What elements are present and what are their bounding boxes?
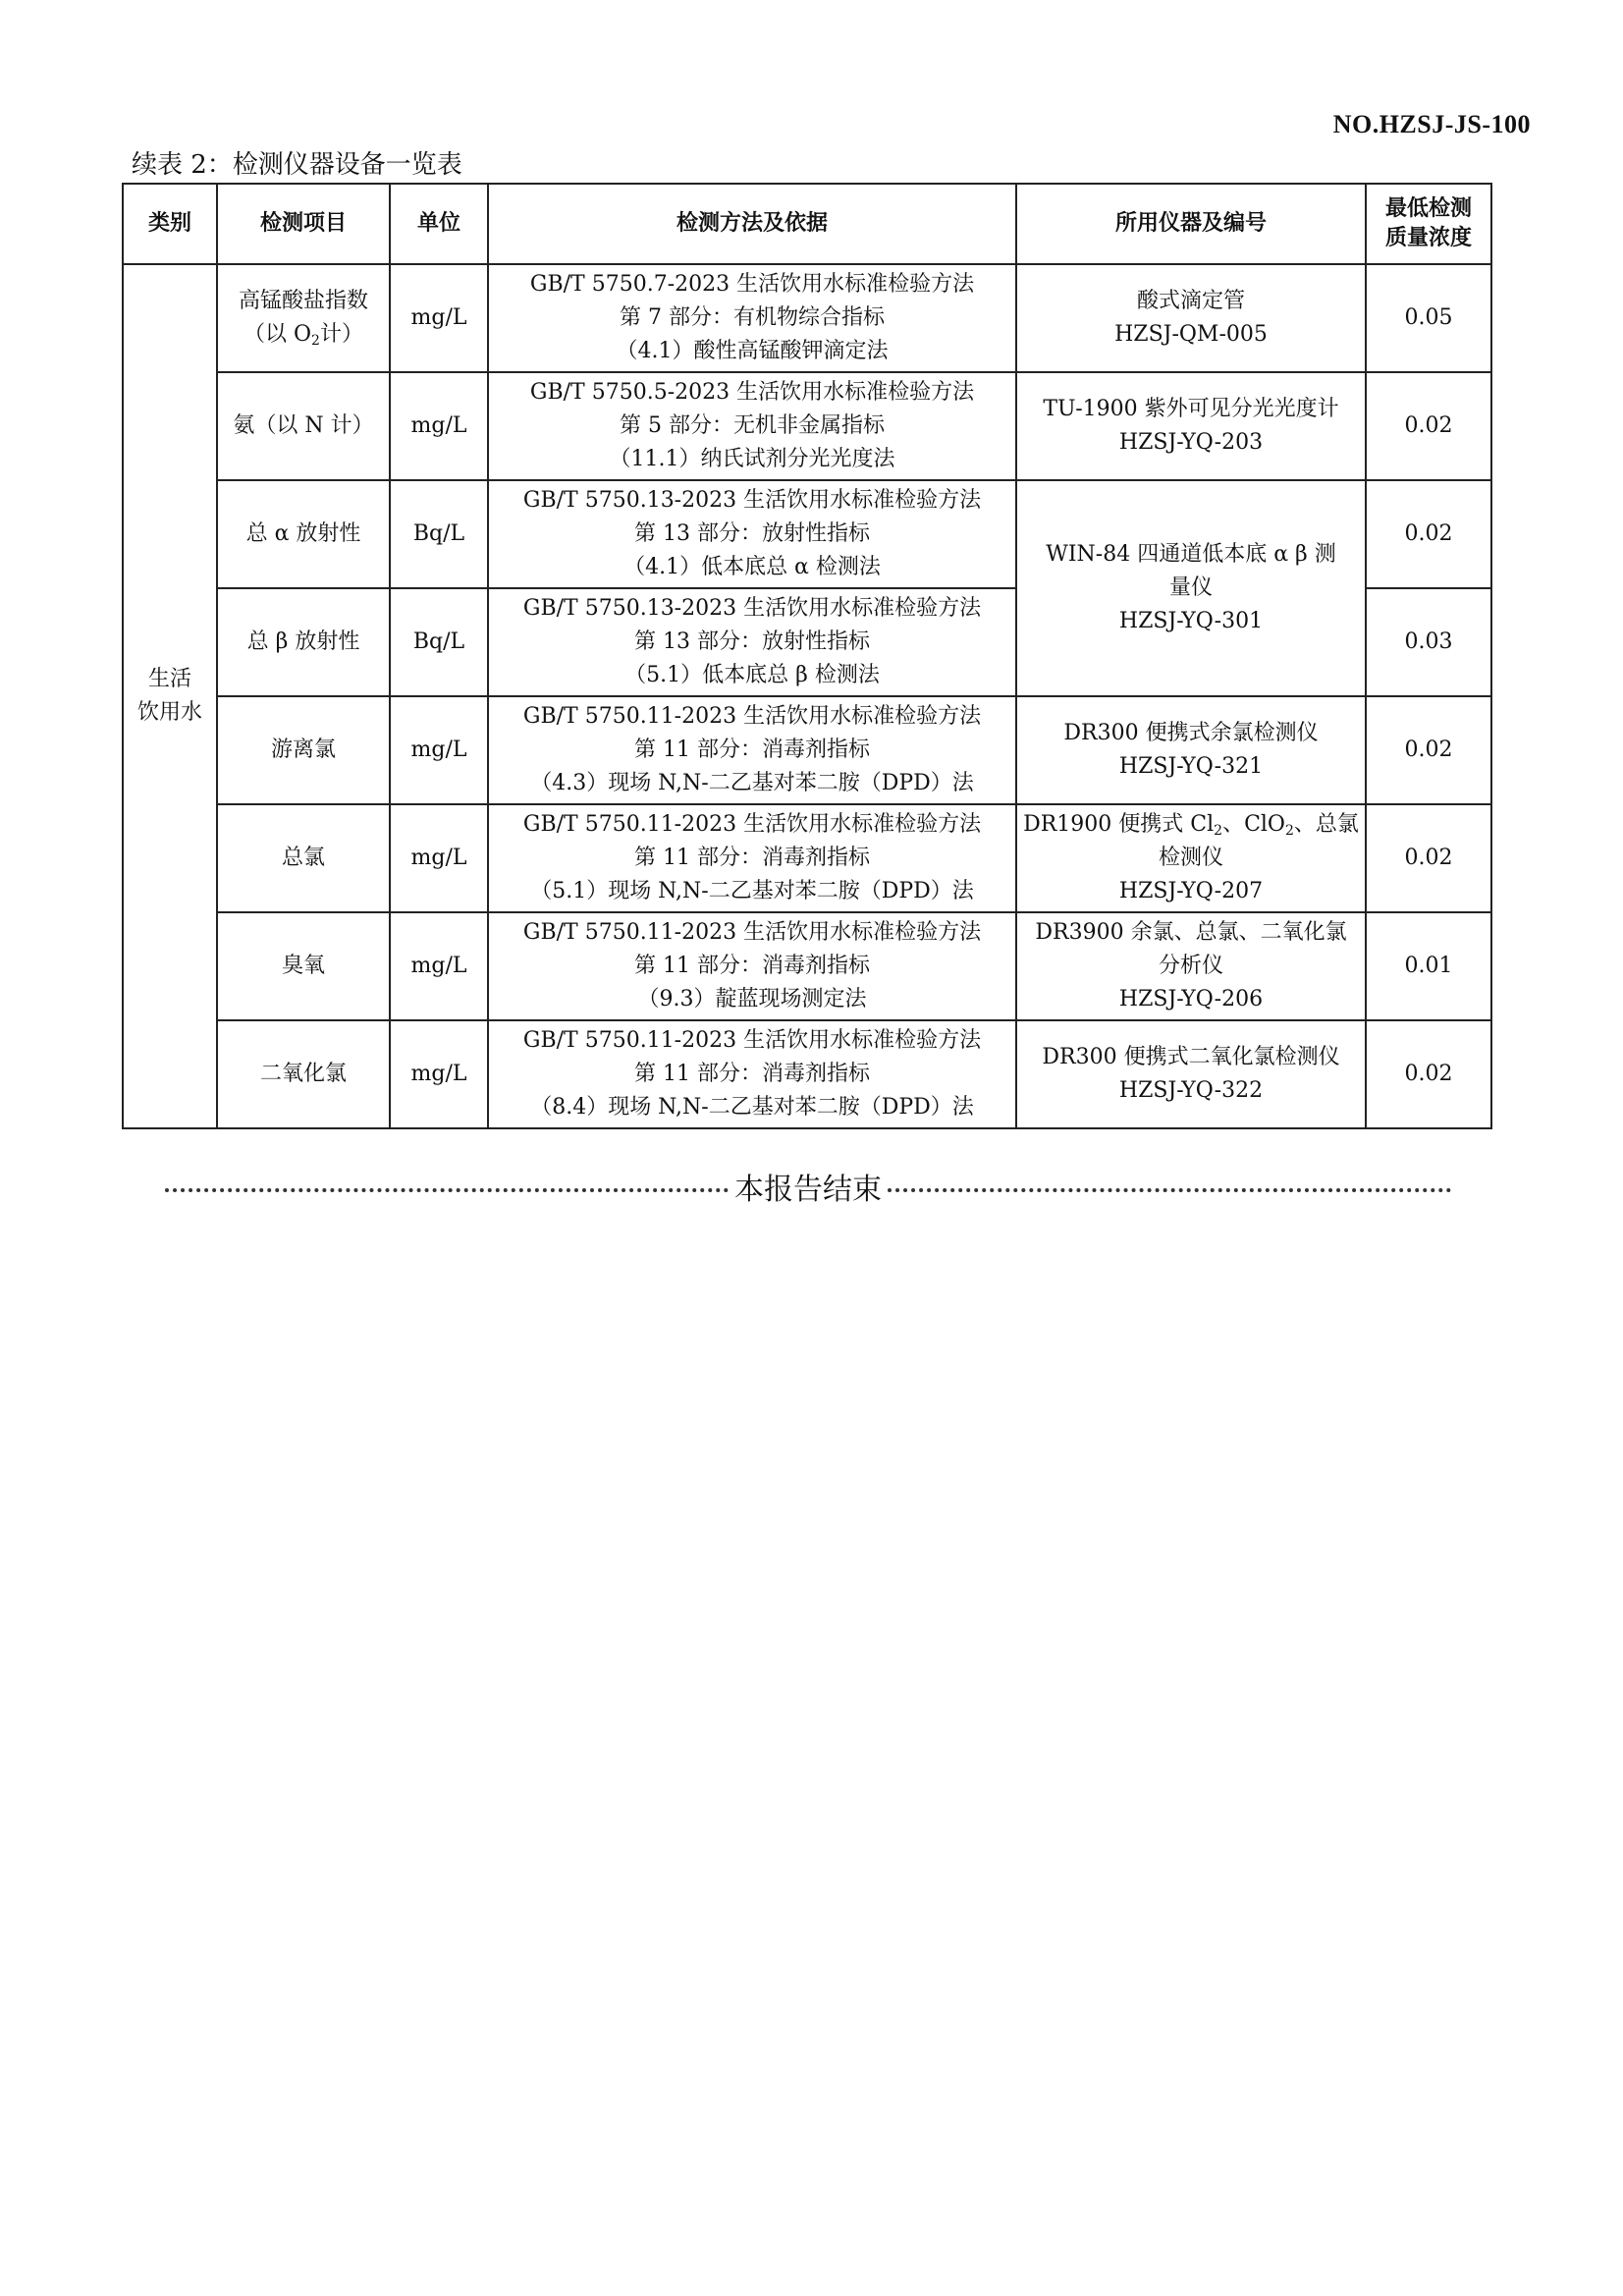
dotted-leader-right <box>888 1188 1451 1192</box>
item-cell <box>217 264 390 372</box>
min-concentration-cell: 0.01 <box>1366 912 1491 1020</box>
min-concentration-cell: 0.05 <box>1366 264 1491 372</box>
instrument-cell <box>1016 264 1366 372</box>
instrument-line2: HZSJ-YQ-321 <box>1118 754 1264 779</box>
method-line2: 第 11 部分：消毒剂指标 <box>634 738 870 762</box>
method-cell <box>488 696 1016 804</box>
method-line1: GB/T 5750.13-2023 生活饮用水标准检验方法 <box>522 596 982 621</box>
method-line3: （4.1）酸性高锰酸钾滴定法 <box>616 339 889 363</box>
header-method: 检测方法及依据 <box>488 184 1016 264</box>
instrument-text: 、总氯 <box>1293 812 1359 837</box>
header-unit: 单位 <box>390 184 488 264</box>
instrument-cell <box>1016 912 1366 1020</box>
method-line3: （5.1）低本底总 β 检测法 <box>624 663 880 687</box>
method-line1: GB/T 5750.11-2023 生活饮用水标准检验方法 <box>522 812 982 837</box>
table-caption: 续表 2：检测仪器设备一览表 <box>132 150 462 180</box>
method-line1: GB/T 5750.11-2023 生活饮用水标准检验方法 <box>522 1028 982 1053</box>
instrument-line1: WIN-84 四通道低本底 α β 测 <box>1046 542 1336 567</box>
item-cell: 氨（以 N 计） <box>217 372 390 480</box>
unit-cell: Bq/L <box>390 588 488 696</box>
instrument-line3: HZSJ-YQ-207 <box>1118 879 1264 903</box>
dotted-leader-left <box>165 1188 729 1192</box>
method-line2: 第 7 部分：有机物综合指标 <box>620 305 885 330</box>
instrument-table <box>122 183 1492 1129</box>
unit-cell: mg/L <box>390 912 488 1020</box>
method-cell <box>488 912 1016 1020</box>
item-line1: 高锰酸盐指数 <box>238 289 368 313</box>
method-line2: 第 11 部分：消毒剂指标 <box>634 1062 870 1086</box>
unit-cell: mg/L <box>390 264 488 372</box>
method-line3: （5.1）现场 N,N-二乙基对苯二胺（DPD）法 <box>530 879 974 903</box>
instrument-line2: 量仪 <box>1168 575 1213 600</box>
instrument-line1: DR3900 余氯、总氯、二氧化氯 <box>1035 920 1347 945</box>
method-line2: 第 11 部分：消毒剂指标 <box>634 954 870 978</box>
table-row <box>123 912 1491 1020</box>
instrument-line2: HZSJ-QM-005 <box>1114 322 1268 347</box>
min-concentration-cell: 0.02 <box>1366 696 1491 804</box>
method-line2: 第 11 部分：消毒剂指标 <box>634 846 870 870</box>
table-row <box>123 696 1491 804</box>
category-cell <box>123 264 217 1128</box>
item-cell: 二氧化氯 <box>217 1020 390 1128</box>
instrument-line3: HZSJ-YQ-206 <box>1118 987 1264 1011</box>
method-line3: （8.4）现场 N,N-二乙基对苯二胺（DPD）法 <box>530 1095 974 1120</box>
instrument-line1: 酸式滴定管 <box>1136 289 1245 313</box>
min-concentration-cell: 0.03 <box>1366 588 1491 696</box>
method-line3: （11.1）纳氏试剂分光光度法 <box>609 447 895 471</box>
item-cell: 臭氧 <box>217 912 390 1020</box>
min-concentration-cell: 0.02 <box>1366 480 1491 588</box>
method-line2: 第 5 部分：无机非金属指标 <box>620 413 885 438</box>
item-cell: 总 β 放射性 <box>217 588 390 696</box>
method-cell <box>488 588 1016 696</box>
header-min-line1: 最低检测 <box>1384 196 1472 221</box>
method-cell <box>488 1020 1016 1128</box>
table-header-row <box>123 184 1491 264</box>
table-row <box>123 372 1491 480</box>
min-concentration-cell: 0.02 <box>1366 1020 1491 1128</box>
table-row <box>123 480 1491 588</box>
header-min-line2: 质量浓度 <box>1384 226 1472 250</box>
instrument-line2: 分析仪 <box>1158 954 1223 978</box>
instrument-line1 <box>1021 808 1361 842</box>
method-cell <box>488 264 1016 372</box>
instrument-cell <box>1016 1020 1366 1128</box>
method-line1: GB/T 5750.5-2023 生活饮用水标准检验方法 <box>529 380 975 405</box>
unit-cell: Bq/L <box>390 480 488 588</box>
instrument-line1: DR300 便携式二氧化氯检测仪 <box>1042 1045 1340 1069</box>
table-row <box>123 1020 1491 1128</box>
method-line3: （4.3）现场 N,N-二乙基对苯二胺（DPD）法 <box>530 771 974 795</box>
min-concentration-cell: 0.02 <box>1366 372 1491 480</box>
method-cell <box>488 480 1016 588</box>
item-subscript: 2 <box>311 333 320 349</box>
item-text-tail: 计） <box>319 322 363 347</box>
method-cell <box>488 804 1016 912</box>
method-line1: GB/T 5750.11-2023 生活饮用水标准检验方法 <box>522 704 982 729</box>
method-line2: 第 13 部分：放射性指标 <box>634 521 870 546</box>
instrument-cell <box>1016 480 1366 696</box>
header-instrument: 所用仪器及编号 <box>1016 184 1366 264</box>
unit-cell: mg/L <box>390 804 488 912</box>
instrument-line3: HZSJ-YQ-301 <box>1118 609 1264 633</box>
method-cell <box>488 372 1016 480</box>
instrument-cell <box>1016 696 1366 804</box>
method-line3: （4.1）低本底总 α 检测法 <box>623 555 881 579</box>
unit-cell: mg/L <box>390 696 488 804</box>
header-category: 类别 <box>123 184 217 264</box>
header-item: 检测项目 <box>217 184 390 264</box>
instrument-text: DR1900 便携式 Cl <box>1023 812 1215 837</box>
method-line1: GB/T 5750.11-2023 生活饮用水标准检验方法 <box>522 920 982 945</box>
method-line1: GB/T 5750.13-2023 生活饮用水标准检验方法 <box>522 488 982 513</box>
item-line2 <box>222 318 385 352</box>
document-number: NO.HZSJ-JS-100 <box>1332 110 1531 138</box>
method-line2: 第 13 部分：放射性指标 <box>634 629 870 654</box>
item-cell: 总氯 <box>217 804 390 912</box>
unit-cell: mg/L <box>390 1020 488 1128</box>
instrument-text: 、ClO <box>1222 812 1285 837</box>
unit-cell: mg/L <box>390 372 488 480</box>
category-line1: 生活 <box>147 667 191 691</box>
instrument-cell <box>1016 804 1366 912</box>
header-min-concentration <box>1366 184 1491 264</box>
instrument-line2: HZSJ-YQ-203 <box>1118 430 1264 455</box>
table-row <box>123 264 1491 372</box>
instrument-line1: DR300 便携式余氯检测仪 <box>1063 721 1319 745</box>
instrument-subscript: 2 <box>1214 823 1223 839</box>
instrument-line2: HZSJ-YQ-322 <box>1118 1078 1264 1103</box>
method-line3: （9.3）靛蓝现场测定法 <box>637 987 867 1011</box>
min-concentration-cell: 0.02 <box>1366 804 1491 912</box>
item-cell: 游离氯 <box>217 696 390 804</box>
item-text: （以 O <box>243 322 312 347</box>
report-end-text: 本报告结束 <box>734 1173 882 1207</box>
instrument-subscript: 2 <box>1284 823 1294 839</box>
report-end-line <box>165 1165 1451 1208</box>
instrument-cell <box>1016 372 1366 480</box>
category-line2: 饮用水 <box>136 700 202 725</box>
instrument-line1: TU-1900 紫外可见分光光度计 <box>1043 397 1339 421</box>
item-cell: 总 α 放射性 <box>217 480 390 588</box>
method-line1: GB/T 5750.7-2023 生活饮用水标准检验方法 <box>529 272 975 297</box>
table-row <box>123 804 1491 912</box>
instrument-line2: 检测仪 <box>1158 846 1223 870</box>
